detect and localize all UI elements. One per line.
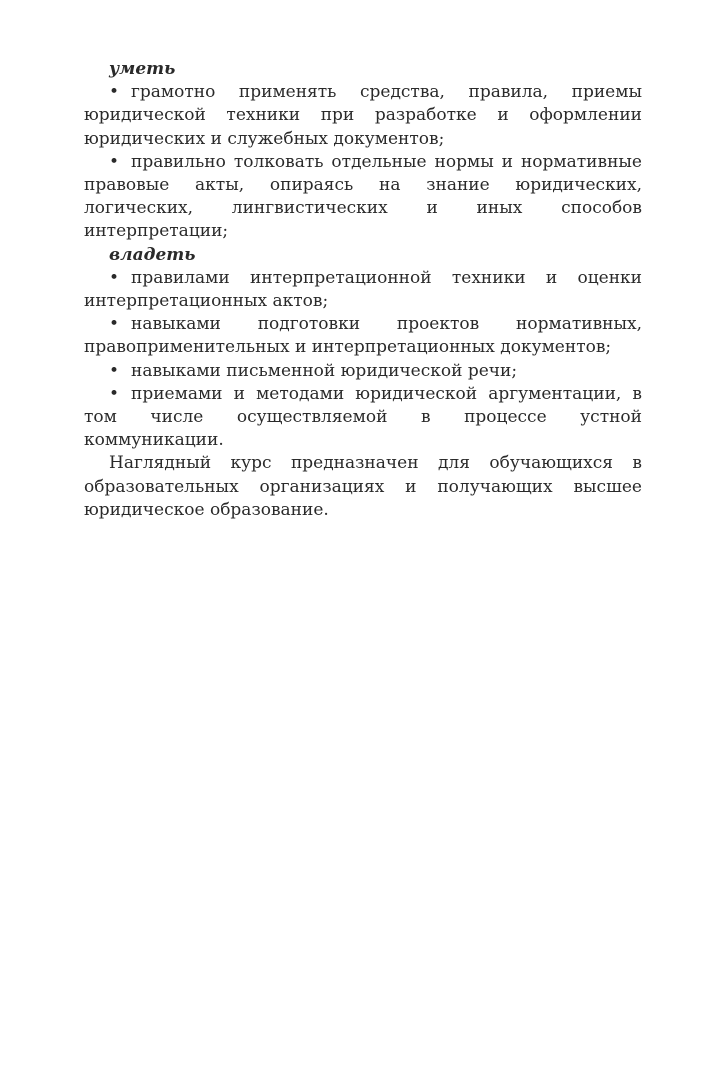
section-heading-vladet: владеть	[109, 244, 196, 265]
bullet: •	[109, 267, 120, 288]
page-body	[84, 58, 642, 522]
list-item-text: правилами интерпретационной техники и оценки интерпретационных актов;	[84, 267, 642, 312]
list-item	[84, 151, 642, 244]
bullet: •	[109, 151, 120, 172]
list-item	[84, 383, 642, 453]
bullet: •	[109, 383, 120, 404]
list-item	[84, 81, 642, 151]
bullet: •	[109, 314, 120, 335]
bullet: •	[109, 82, 120, 103]
list-item	[84, 360, 642, 383]
list-item	[84, 313, 642, 359]
list-item-text: грамотно применять средства, правила, приемы юридической техники при разработке и оформлении юридических и служебных документов;	[84, 82, 642, 149]
section-heading-umet: уметь	[109, 59, 176, 79]
list-item	[84, 267, 642, 313]
closing-paragraph: Наглядный курс предназначен для обучающихся в образовательных организациях и получающих высшее юридическое образование.	[84, 453, 642, 520]
list-item-text: навыками письменной юридической речи;	[131, 360, 518, 381]
list-item-text: приемами и методами юридической аргументации, в том числе осуществляемой в процессе устной коммуникации.	[84, 383, 642, 451]
list-item-text: навыками подготовки проектов нормативных, правоприменительных и интерпретационных документов;	[84, 314, 642, 358]
list-item-text: правильно толковать отдельные нормы и нормативные правовые акты, опираясь на знание юридических, логических, лингвистических и иных способов интерпретации;	[84, 151, 642, 242]
bullet: •	[109, 360, 120, 381]
